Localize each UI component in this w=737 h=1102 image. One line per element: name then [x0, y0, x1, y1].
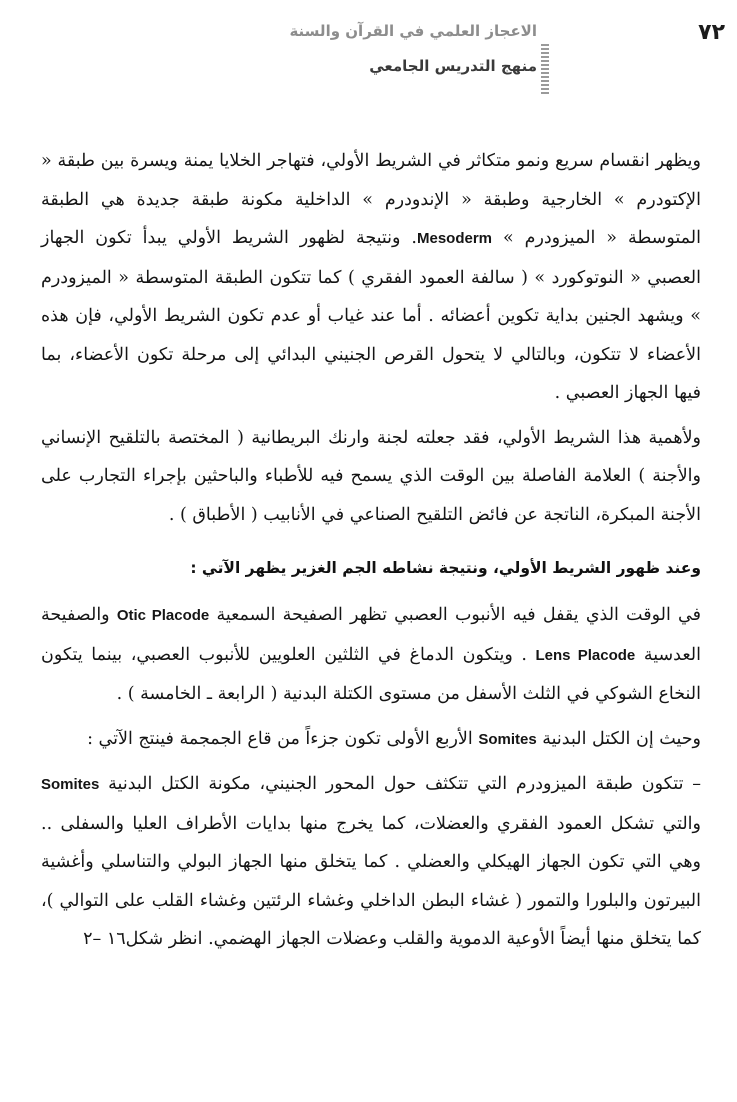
paragraph-text: الأربع الأولى تكون جزءاً من قاع الجمجمة فينتج الآتي : — [87, 728, 473, 749]
paragraph-warnock-committee: ولأهمية هذا الشريط الأولي، فقد جعلته لجنة وارنك البريطانية ( المختصة بالتلقيح الإنساني والأجنة ) العلامة الفاصلة بين الوقت الذي يسمح فيه للأطباء والباحثين بإجراء التجارب على الأجنة المبكرة، الناتجة عن فائض التلقيح الصناعي في الأنابيب ( الأطباق ) . — [41, 427, 701, 525]
paragraph-text: ويظهر انقسام سريع ونمو متكاثر في الشريط الأولي، فتهاجر الخلايا يمنة ويسرة بين طبقة « الإكتودرم » الخارجية وطبقة « الإندودرم » الداخلية مكونة طبقة جديدة هي الطبقة المتوسطة « الميزودرم » — [41, 151, 701, 248]
latin-term: Lens Placode — [535, 646, 636, 664]
latin-term: Somites — [478, 730, 537, 748]
running-title: الاعجاز العلمي في القرآن والسنة — [289, 22, 537, 40]
paragraph-text: وحيث إن الكتل البدنية — [542, 728, 701, 749]
paragraph-text: والتي تشكل العمود الفقري والعضلات، كما يخرج منها بدايات الأطراف العليا والسفلى .. وهي التي تكون الجهاز الهيكلي والعضلي . كما يتخلق منها الجهاز البولي والتناسلي وأغشية البيرتون والبلورا والتمور ( غشاء البطن الداخلي وغشاء الرئتين وغشاء القلب على التوالي )، كما يتخلق منها أيضاً الأوعية الدموية والقلب وعضلات الجهاز الهضمي. انظر شكل١٦ –٢ — [41, 813, 701, 949]
paragraph-primitive-streak — [41, 142, 701, 413]
header-decoration — [541, 44, 549, 96]
latin-term: Mesoderm — [417, 230, 493, 247]
page-number: ٧٢ — [698, 20, 725, 45]
paragraph-neural-tube — [41, 596, 701, 714]
paragraph-text: . ونتيجة لظهور الشريط الأولي يبدأ تكون الجهاز العصبي « النوتوكورد » ( سالفة العمود الفقري ) كما تتكون الطبقة المتوسطة « الميزودرم » ويشهد الجنين بداية تكوين أعضائه . أما عند غياب أو عدم تكون الشريط الأولي، فإن هذه الأعضاء لا تتكون، وبالتالي لا يتحول القرص الجنيني البدائي إلى مرحلة تكون الأعضاء، بما فيها الجهاز العصبي . — [41, 228, 701, 403]
latin-term: Somites — [41, 776, 100, 793]
section-heading: وعند ظهور الشريط الأولي، ونتيجة نشاطه الجم الغزير يظهر الآتي : — [190, 559, 701, 577]
running-subtitle: منهج التدريس الجامعي — [369, 57, 537, 75]
body-text — [41, 142, 701, 959]
paragraph-text: والصفيحة العدسية — [41, 605, 701, 665]
paragraph-text: في الوقت الذي يقفل فيه الأنبوب العصبي تظهر الصفيحة السمعية — [216, 605, 701, 625]
paragraph-text: – تتكون طبقة الميزودرم التي تتكثف حول المحور الجنيني، مكونة الكتل البدنية — [108, 774, 701, 794]
paragraph-somites — [41, 720, 701, 760]
latin-term: Otic Placode — [116, 607, 210, 624]
paragraph-text: . ويتكون الدماغ في الثلثين العلويين للأنبوب العصبي، بينما يتكون النخاع الشوكي في الثلث الأسفل من مستوى الكتلة البدنية ( الرابعة ـ الخامسة ) . — [41, 644, 701, 704]
paragraph-mesoderm-derivatives — [41, 765, 701, 959]
